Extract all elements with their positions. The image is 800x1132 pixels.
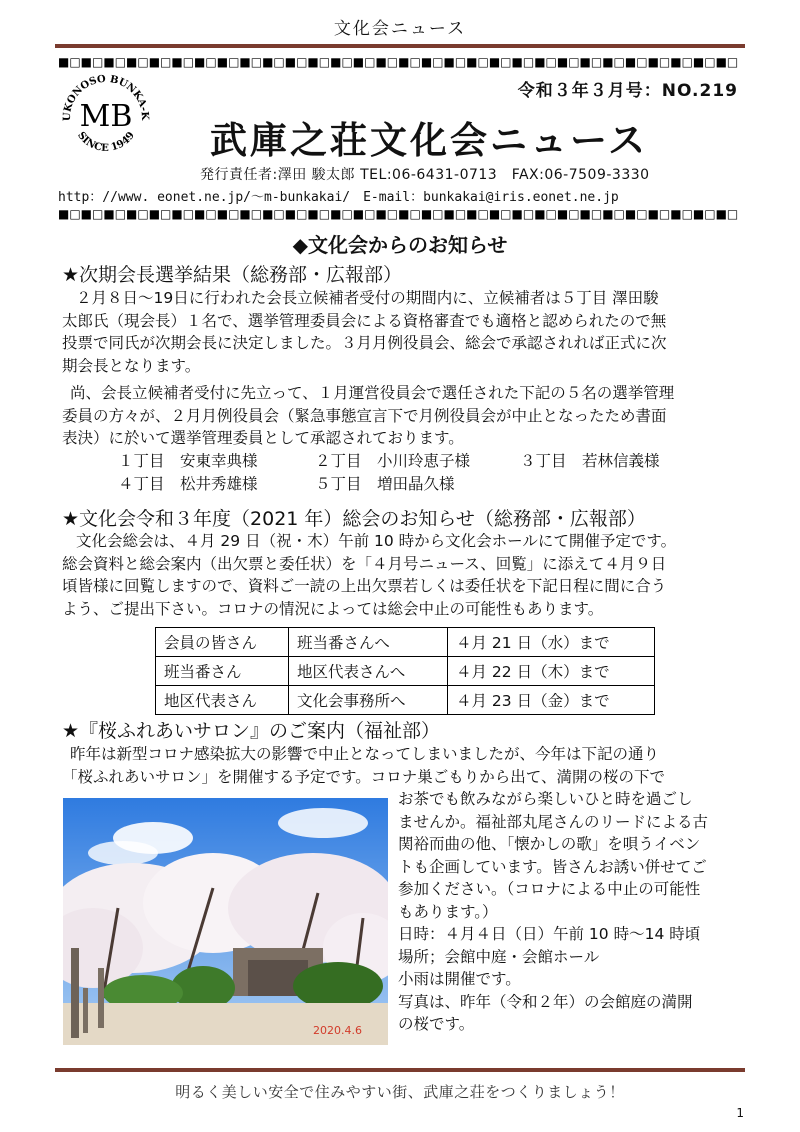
table-cell: 文化会事務所へ xyxy=(289,686,448,715)
mb-logo xyxy=(56,66,156,166)
article1-body xyxy=(62,287,752,450)
article2-line: 総会資料と総会案内（出欠票と委任状）を「４月号ニュース、回覧」に添えて４月９日 xyxy=(62,554,667,573)
member-name: １丁目 安東幸典様 xyxy=(118,452,258,470)
square-border-top: ■□■□■□■□■□■□■□■□■□■□■□■□■□■□■□■□■□■□■□■□■□■□■□■□■□■□■□■□■□■□ xyxy=(58,55,738,69)
article1-line: 表決）に於いて選挙管理委員として承認されております。 xyxy=(62,429,464,447)
logo-monogram: MB xyxy=(79,99,133,134)
article1-heading: ★次期会長選挙結果（総務部・広報部） xyxy=(62,264,403,286)
table-cell: 地区代表さんへ xyxy=(289,657,448,686)
member-name: ２丁目 小川玲恵子様 xyxy=(315,452,471,470)
table-row xyxy=(156,628,655,657)
submission-deadline-table xyxy=(155,627,655,715)
article1-line: 期会長となります。 xyxy=(62,356,201,375)
photo-caption: 写真は、昨年（令和２年）の会館庭の満開 xyxy=(398,992,693,1011)
election-committee-list xyxy=(118,450,660,496)
article1-line: 委員の方々が、２月月例役員会（緊急事態宣言下で月例役員会が中止となったため書面 xyxy=(62,406,667,425)
event-datetime: 日時：４月４日（日）午前 10 時～14 時頃 xyxy=(398,925,701,943)
article3-line: 昨年は新型コロナ感染拡大の影響で中止となってしまいましたが、今年は下記の通り xyxy=(70,745,660,763)
table-cell: 地区代表さん xyxy=(156,686,289,715)
event-location: 場所；会館中庭・会館ホール xyxy=(398,947,600,966)
photo-caption: の桜です。 xyxy=(398,1015,475,1033)
article3-body xyxy=(62,743,752,788)
member-row xyxy=(118,450,660,473)
article3-line: もあります。） xyxy=(398,902,498,921)
member-row xyxy=(118,473,660,496)
article2-body xyxy=(62,530,752,620)
cherry-blossom-photo xyxy=(63,798,388,1045)
table-cell: ４月 23 日（金）まで xyxy=(448,686,655,715)
member-name: ４丁目 松井秀雄様 xyxy=(118,475,258,493)
article3-line: トも企画しています。皆さんお誘い併せてご xyxy=(398,857,707,876)
url-email-line: http：//www. eonet.ne.jp/～m-bunkakai/ E-mail：bunkakai@iris.eonet.ne.jp xyxy=(58,190,619,205)
article3-right-column xyxy=(398,788,748,1036)
table-row xyxy=(156,657,655,686)
table-cell: ４月 21 日（水）まで xyxy=(448,628,655,657)
photo-date-stamp: 2020.4.6 xyxy=(313,1024,362,1037)
article3-line: 参加ください。（コロナによる中止の可能性 xyxy=(398,880,701,898)
article3-line: お茶でも飲みながら楽しいひと時を過ごし xyxy=(398,790,693,808)
article3-line: ませんか。福祉部丸尾さんのリードによる古 xyxy=(398,812,709,831)
article3-line: 「桜ふれあいサロン」を開催する予定です。コロナ巣ごもりから出て、満開の桜の下で xyxy=(62,767,665,786)
logo-arc-bottom: SINCE 1949 xyxy=(75,130,137,155)
member-name: ５丁目 増田晶久様 xyxy=(315,475,455,493)
square-border-bottom: ■□■□■□■□■□■□■□■□■□■□■□■□■□■□■□■□■□■□■□■□■□■□■□■□■□■□■□■□■□■□ xyxy=(58,207,738,221)
article1-line: ２月８日～19日に行われた会長立候補者受付の期間内に、立候補者は５丁目 澤田駿 xyxy=(76,289,659,307)
page-number: 1 xyxy=(736,1106,744,1120)
masthead-title: 武庫之荘文化会ニュース xyxy=(210,119,649,162)
table-row xyxy=(156,686,655,715)
article1-line: 投票で同氏が次期会長に決定しました。３月月例役員会、総会で承認されれば正式に次 xyxy=(62,334,667,352)
footer-slogan: 明るく美しい安全で住みやすい街、武庫之荘をつくりましょう！ xyxy=(175,1083,625,1101)
table-cell: ４月 22 日（木）まで xyxy=(448,657,655,686)
logo-arc-top: UKONOSO BUNKA-K xyxy=(61,73,151,122)
bottom-rule xyxy=(55,1068,745,1072)
publisher-line: 発行責任者:澤田 駿太郎 TEL:06-6431-0713 FAX:06-7509-3330 xyxy=(200,167,650,183)
table-cell: 会員の皆さん xyxy=(156,628,289,657)
article2-line: 頃皆様に回覧しますので、資料ご一読の上出欠票若しくは委任状を下記日程に間に合う xyxy=(62,577,667,595)
article1-line: 尚、会長立候補者受付に先立って、１月運営役員会で選任された下記の５名の選挙管理 xyxy=(70,384,675,402)
article3-heading: ★『桜ふれあいサロン』のご案内（福祉部） xyxy=(62,720,441,742)
member-name: ３丁目 若林信義様 xyxy=(520,452,660,470)
section-title: ◆文化会からのお知らせ xyxy=(292,233,508,257)
table-cell: 班当番さんへ xyxy=(289,628,448,657)
issue-number: 令和３年３月号：NO.219 xyxy=(517,81,738,101)
article2-heading: ★文化会令和３年度（2021 年）総会のお知らせ（総務部・広報部） xyxy=(62,508,646,530)
rain-note: 小雨は開催です。 xyxy=(398,970,521,988)
article3-line: 関裕而曲の他、「懐かしの歌」を唄うイベン xyxy=(398,835,701,853)
top-rule xyxy=(55,44,745,48)
article2-line: よう、ご提出下さい。コロナの情況によっては総会中止の可能性もあります。 xyxy=(62,599,604,618)
article2-line: 文化会総会は、４月 29 日（祝・木）午前 10 時から文化会ホールにて開催予定です。 xyxy=(76,532,677,550)
submission-deadline-table-wrap xyxy=(155,627,655,715)
article1-line: 太郎氏（現会長）１名で、選挙管理委員会による資格審査でも適格と認められたので無 xyxy=(62,311,667,330)
running-header: 文化会ニュース xyxy=(333,19,467,39)
table-cell: 班当番さん xyxy=(156,657,289,686)
